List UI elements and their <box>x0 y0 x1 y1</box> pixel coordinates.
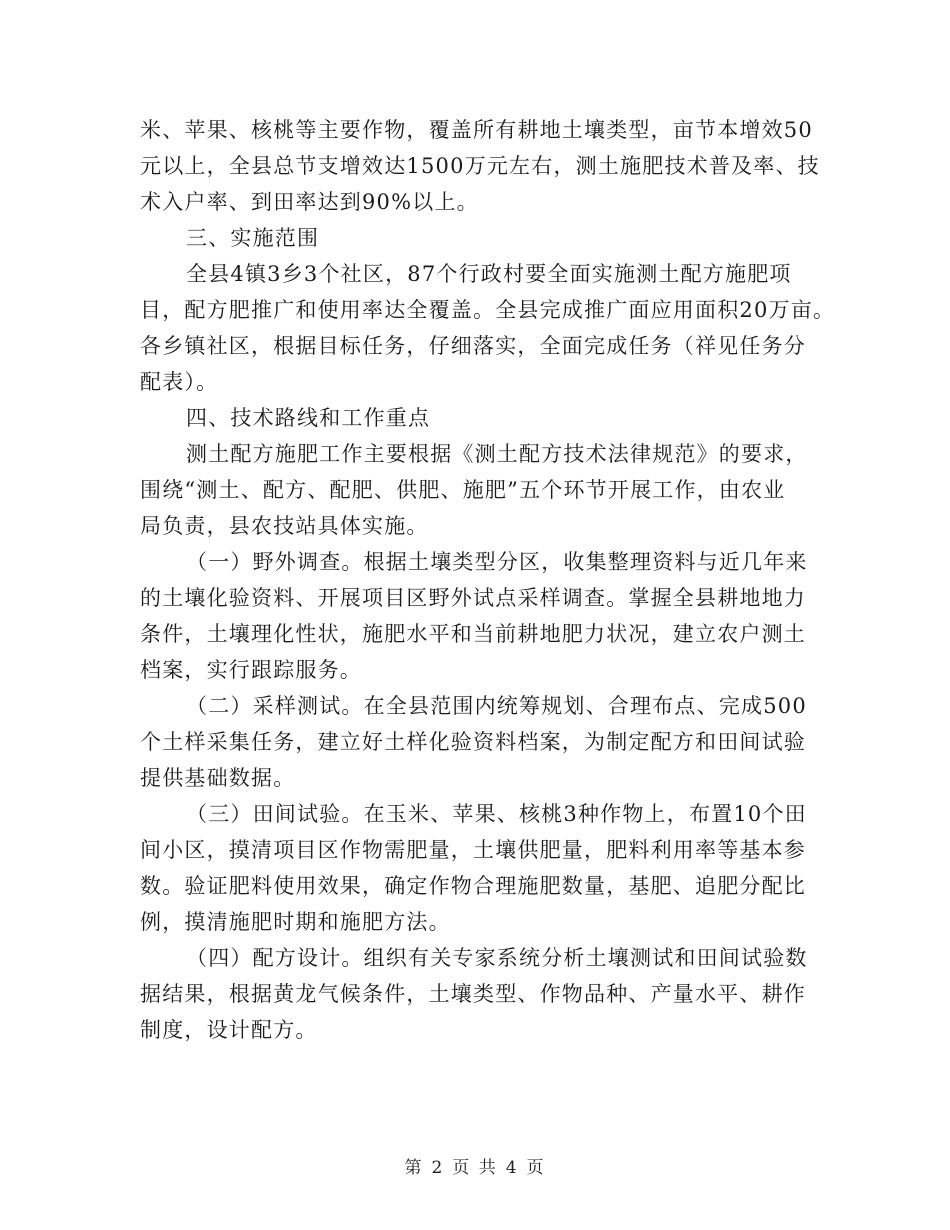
text-line: 各乡镇社区，根据目标任务，仔细落实，全面完成任务（祥见任务分 <box>140 334 806 358</box>
footer-mid: 页 共 <box>452 1158 498 1178</box>
text-line: 据结果，根据黄龙气候条件，土壤类型、作物品种、产量水平、耕作 <box>140 982 806 1006</box>
text-line: （一）野外调查。根据土壤类型分区，收集整理资料与近几年来 <box>186 550 808 574</box>
text-line: （四）配方设计。组织有关专家系统分析土壤测试和田间试验数 <box>186 946 808 970</box>
text-line: 配表）。 <box>140 370 219 394</box>
text-line: 间小区，摸清项目区作物需肥量，土壤供肥量，肥料利用率等基本参 <box>140 838 806 862</box>
document-body <box>140 112 836 1048</box>
text-line: 数。验证肥料使用效果，确定作物合理施肥数量，基肥、追肥分配比 <box>140 874 806 898</box>
text-line: 围绕“测土、配方、配肥、供肥、施肥”五个环节开展工作，由农业 <box>140 478 786 502</box>
text-line: 制度，设计配方。 <box>140 1018 318 1042</box>
section-heading: 四、技术路线和工作重点 <box>186 406 431 430</box>
text-line: 条件，土壤理化性状，施肥水平和当前耕地肥力状况，建立农户测土 <box>140 622 806 646</box>
text-line: 的土壤化验资料、开展项目区野外试点采样调查。掌握全县耕地地力 <box>140 586 806 610</box>
text-line: 全县4镇3乡3个社区，87个行政村要全面实施测土配方施肥项 <box>186 262 792 286</box>
text-line: 档案，实行跟踪服务。 <box>140 658 362 682</box>
footer-page-number: 2 <box>431 1158 445 1178</box>
text-line: 个土样采集任务，建立好土样化验资料档案，为制定配方和田间试验 <box>140 730 806 754</box>
text-line: （三）田间试验。在玉米、苹果、核桃3种作物上，布置10个田 <box>186 802 807 826</box>
text-line: 提供基础数据。 <box>140 766 296 790</box>
text-line: 测土配方施肥工作主要根据《测土配方技术法律规范》的要求， <box>186 442 808 466</box>
text-line: 米、苹果、核桃等主要作物，覆盖所有耕地土壤类型，亩节本增效50 <box>140 118 813 142</box>
footer-suffix: 页 <box>526 1158 546 1178</box>
text-line: （二）采样测试。在全县范围内统筹规划、合理布点、完成500 <box>186 694 807 718</box>
section-heading: 三、实施范围 <box>186 226 320 250</box>
footer-prefix: 第 <box>404 1158 424 1178</box>
text-line: 例，摸清施肥时期和施肥方法。 <box>140 910 451 934</box>
footer-total-pages: 4 <box>505 1158 519 1178</box>
text-line: 目，配方肥推广和使用率达全覆盖。全县完成推广面应用面积20万亩。 <box>140 298 836 322</box>
text-line: 术入户率、到田率达到90%以上。 <box>140 190 479 214</box>
text-line: 局负责，县农技站具体实施。 <box>140 514 429 538</box>
text-line: 元以上，全县总节支增效达1500万元左右，测土施肥技术普及率、技 <box>140 154 820 178</box>
page-footer <box>0 1153 950 1178</box>
